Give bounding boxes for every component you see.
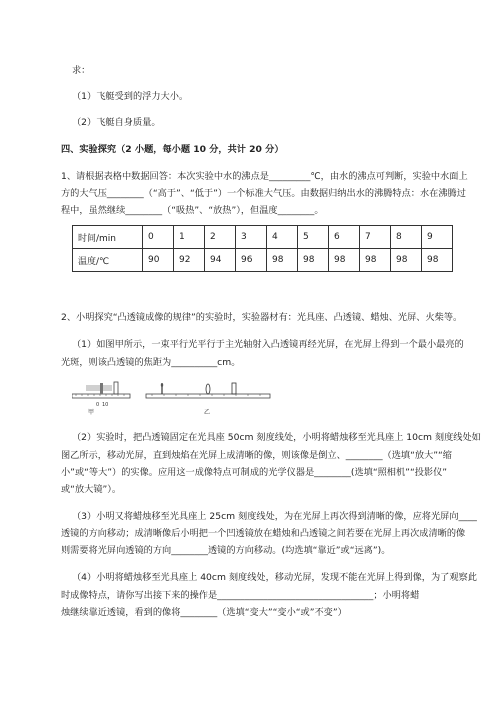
line-11: 图乙所示，移动光屏，直到烛焰在光屏上成清晰的像，则该像是倒立、________（选填“放大”“缩 [61,450,452,461]
line-4: 1、请根据表格中数据回答：本次实验中水的沸点是_________℃，由水的沸点可判断，实验中水面上 [61,171,468,182]
table-row [73,249,453,272]
line-9: 光斑，则该凸透镜的焦距为__________cm。 [61,357,241,368]
table-cell: 98 [298,249,329,272]
line-1: （1）飞艇受到的浮力大小。 [72,91,189,102]
table-cell: 1 [174,226,205,249]
table-cell: 9 [422,226,453,249]
line-13: 或“放大镜”）。 [61,484,122,495]
table-cell: 90 [143,249,174,272]
table-cell: 8 [391,226,422,249]
table-cell: 6 [329,226,360,249]
line-7: 2、小明探究“凸透镜成像的规律”的实验时，实验器材有：光具座、凸透镜、蜡烛、光屏、火柴等。 [61,312,463,323]
table-cell: 96 [236,249,267,272]
line-16: 则需要将光屏向透镜的方向________透镜的方向移动。(均选填“靠近”或“远离”)。 [61,545,391,556]
line-5: 方的大气压________（“高于”、“低于”）一个标准大气压。由数据归纳出水的沸腾特点：水在沸腾过 [61,188,466,199]
line-8: （1）如图甲所示，一束平行光平行于主光轴射入凸透镜再经光屏，在光屏上得到一个最小最亮的 [72,339,464,350]
line-10: （2）实验时，把凸透镜固定在光具座 50cm 刻度线处，小明将蜡烛移至光具座上 10cm 刻度线处如 [72,432,481,443]
table-row [73,226,453,249]
line-6: 程中，虽然继续________（“吸热”、“放热”），但温度________。 [61,205,324,216]
table-cell: 时间/min [73,226,143,249]
table-cell: 温度/℃ [73,249,143,272]
section-heading: 四、实验探究（2 小题，每小题 10 分，共计 20 分） [61,144,284,155]
table-cell: 3 [236,226,267,249]
line-17: （4）小明将蜡烛移至光具座上 40cm 刻度线处，移动光屏，发现不能在光屏上得到像，为了观察此 [72,572,477,583]
data-table [72,225,453,272]
line-18: 时成像特点，请你写出接下来的操作是__________________________________；小明将蜡 [61,590,420,601]
table-cell: 0 [143,226,174,249]
table-cell: 98 [391,249,422,272]
svg-text:0: 0 [96,402,100,408]
table-cell: 2 [205,226,236,249]
table-cell: 4 [267,226,298,249]
table-cell: 94 [205,249,236,272]
line-19: 烛继续靠近透镜，看到的像将________（选填“变大”“变小“或”不变”） [61,607,347,618]
optical-bench-figure [72,380,272,416]
optical-bench-drawing [72,380,272,416]
table-cell: 92 [174,249,205,272]
line-0: 求： [72,65,91,76]
table-cell: 7 [360,226,391,249]
table-cell: 98 [329,249,360,272]
figure-label-b: 乙 [204,409,211,416]
svg-text:10: 10 [102,402,109,408]
table-cell: 98 [422,249,453,272]
line-15: 透镜的方向移动；成清晰像后小明把一个凹透镜放在蜡烛和凸透镜之间若要在光屏上再次成清晰的像 [61,528,466,539]
table-cell: 98 [360,249,391,272]
line-12: 小”或“等大”）的实像。应用这一成像特点可制成的光学仪器是________(选填“照相机”“投影仪” [61,467,448,478]
line-2: （2）飞艇自身质量。 [72,117,161,128]
table-cell: 98 [267,249,298,272]
figure-label-a: 甲 [88,409,95,416]
line-14: （3）小明又将蜡烛移至光具座上 25cm 刻度线处，为在光屏上再次得到清晰的像，应将光屏向____ [72,511,477,522]
table-cell: 5 [298,226,329,249]
